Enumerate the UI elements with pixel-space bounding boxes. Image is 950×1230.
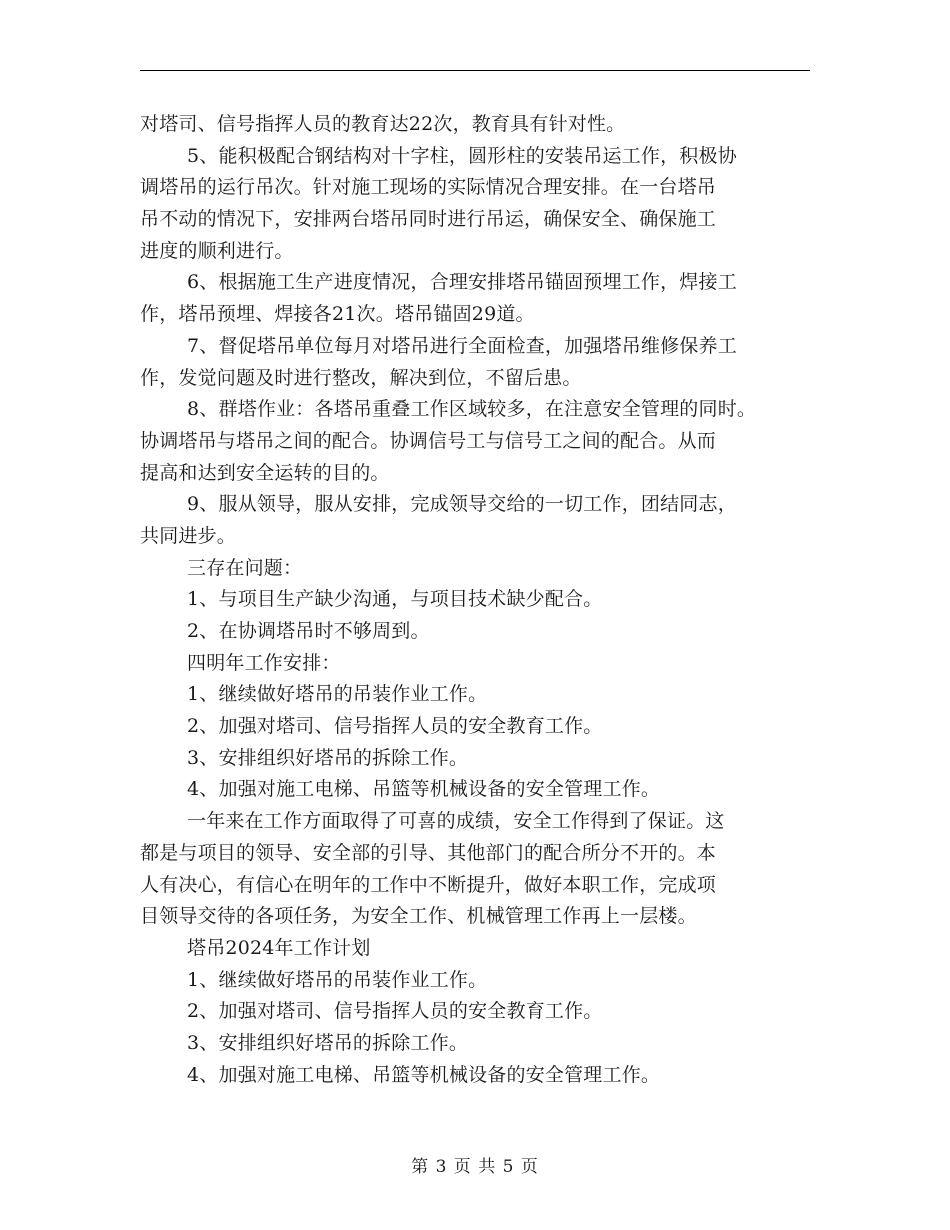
text-line: 1、与项目生产缺少沟通，与项目技术缺少配合。 [187,588,603,611]
text-line: 6、根据施工生产进度情况，合理安排塔吊锚固预埋工作，焊接工 [187,271,737,294]
text-line: 8、群塔作业：各塔吊重叠工作区域较多，在注意安全管理的同时。 [187,398,757,421]
text-line: 2、加强对塔司、信号指挥人员的安全教育工作。 [187,1000,603,1023]
footer-middle: 页 共 [453,1157,497,1177]
text-line: 9、服从领导，服从安排，完成领导交给的一切工作，团结同志， [187,493,737,516]
footer-current-page: 3 [435,1157,448,1177]
text-line: 4、加强对施工电梯、吊篮等机械设备的安全管理工作。 [187,1063,661,1086]
text-line: 目领导交待的各项任务，为安全工作、机械管理工作再上一层楼。 [140,905,697,928]
text-line: 1、继续做好塔吊的吊装作业工作。 [187,968,488,991]
text-line: 四明年工作安排： [187,651,341,674]
text-line: 三存在问题： [187,556,303,579]
footer-total-pages: 5 [502,1157,515,1177]
text-line: 2、在协调塔吊时不够周到。 [187,620,430,642]
text-line: 对塔司、信号指挥人员的教育达22次，教育具有针对性。 [140,113,626,135]
text-line: 作，塔吊预埋、焊接各21次。塔吊锚固29道。 [140,303,535,326]
text-line: 2、加强对塔司、信号指挥人员的安全教育工作。 [187,715,603,738]
text-line: 3、安排组织好塔吊的拆除工作。 [187,746,469,769]
text-line: 3、安排组织好塔吊的拆除工作。 [187,1031,469,1054]
header-rule [140,70,810,71]
text-line: 一年来在工作方面取得了可喜的成绩，安全工作得到了保证。这 [187,810,725,833]
text-line: 共同进步。 [140,524,237,547]
text-line: 5、能积极配合钢结构对十字柱，圆形柱的安装吊运工作，积极协 [187,144,737,167]
text-line: 7、督促塔吊单位每月对塔吊进行全面检查，加强塔吊维修保养工 [187,334,737,357]
text-line: 4、加强对施工电梯、吊篮等机械设备的安全管理工作。 [187,778,661,801]
text-line: 1、继续做好塔吊的吊装作业工作。 [187,683,488,706]
text-line: 塔吊2024年工作计划 [187,936,371,959]
text-line: 作，发觉问题及时进行整改，解决到位，不留后患。 [140,366,582,389]
text-line: 都是与项目的领导、安全部的引导、其他部门的配合所分不开的。本 [140,841,717,864]
text-line: 协调塔吊与塔吊之间的配合。协调信号工与信号工之间的配合。从而 [140,429,717,452]
text-line: 人有决心，有信心在明年的工作中不断提升，做好本职工作，完成项 [140,873,717,896]
footer-suffix: 页 [520,1157,539,1177]
text-line: 提高和达到安全运转的目的。 [140,461,390,484]
text-line: 吊不动的情况下，安排两台塔吊同时进行吊运，确保安全、确保施工 [140,208,717,231]
footer-prefix: 第 [411,1157,430,1177]
document-body [140,109,820,1091]
page-footer [0,1152,950,1177]
text-line: 进度的顺利进行。 [140,239,294,262]
text-line: 调塔吊的运行吊次。针对施工现场的实际情况合理安排。在一台塔吊 [140,176,717,199]
